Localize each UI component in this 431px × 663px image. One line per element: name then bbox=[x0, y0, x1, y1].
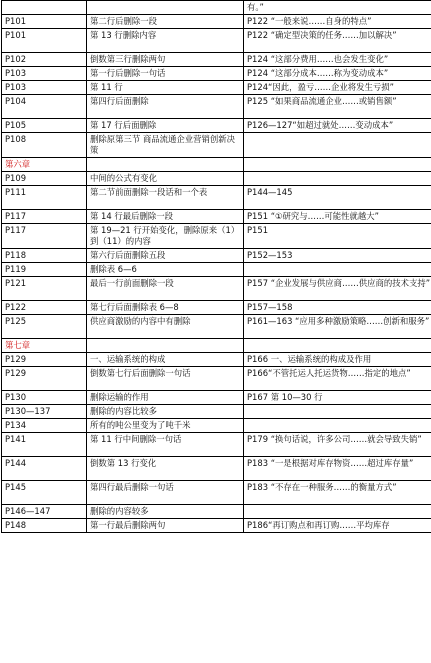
reference-cell: P183 “一是根据对库存物资……超过库存量” bbox=[244, 457, 431, 481]
page-cell: P122 bbox=[2, 301, 87, 315]
page-cell: P103 bbox=[2, 67, 87, 81]
reference-cell: P126—127“如超过就处……变动成本” bbox=[244, 119, 431, 133]
table-row bbox=[2, 119, 431, 133]
page-cell: P117 bbox=[2, 210, 87, 224]
table-row bbox=[2, 419, 431, 433]
table-row bbox=[2, 301, 431, 315]
page-cell: P144 bbox=[2, 457, 87, 481]
page-cell: P130—137 bbox=[2, 405, 87, 419]
change-cell: 第一行最后删除两句 bbox=[87, 519, 244, 533]
table-row bbox=[2, 67, 431, 81]
table-row bbox=[2, 224, 431, 249]
page-cell: P102 bbox=[2, 53, 87, 67]
change-cell: 删除表 6—6 bbox=[87, 263, 244, 277]
table-row bbox=[2, 186, 431, 210]
reference-cell bbox=[244, 405, 431, 419]
change-cell: 第 11 行 bbox=[87, 81, 244, 95]
change-cell: 删除运输的作用 bbox=[87, 391, 244, 405]
page-cell: P101 bbox=[2, 29, 87, 53]
change-cell: 第四行后面删除 bbox=[87, 95, 244, 119]
change-cell: 所有的吨公里变为了吨千米 bbox=[87, 419, 244, 433]
reference-cell: P151 “①研究与……可能性就越大” bbox=[244, 210, 431, 224]
page-cell: P129 bbox=[2, 353, 87, 367]
change-cell: 删除的内容较多 bbox=[87, 505, 244, 519]
change-cell: 第六行后面删除五段 bbox=[87, 249, 244, 263]
page-cell: P125 bbox=[2, 315, 87, 339]
table-row bbox=[2, 367, 431, 391]
table-row bbox=[2, 210, 431, 224]
reference-cell: P122 “一般来说……自身的特点” bbox=[244, 15, 431, 29]
reference-cell: P167 第 10—30 行 bbox=[244, 391, 431, 405]
change-cell: 第 14 行最后删除一段 bbox=[87, 210, 244, 224]
page-cell: P141 bbox=[2, 433, 87, 457]
page-cell bbox=[2, 1, 87, 15]
reference-cell: P183 “不存在一种服务……的衡量方式” bbox=[244, 481, 431, 505]
table-row bbox=[2, 505, 431, 519]
table-row bbox=[2, 15, 431, 29]
page-cell: P134 bbox=[2, 419, 87, 433]
page-cell: P148 bbox=[2, 519, 87, 533]
change-cell: 供应商激励的内容中有删除 bbox=[87, 315, 244, 339]
page-cell: P117 bbox=[2, 224, 87, 249]
change-cell: 第 11 行中间删除一句话 bbox=[87, 433, 244, 457]
reference-cell: 有。” bbox=[244, 1, 431, 15]
change-cell: 倒数第七行后面删除一句话 bbox=[87, 367, 244, 391]
page-cell: P119 bbox=[2, 263, 87, 277]
reference-cell: P124 “这部分成本……称为变动成本” bbox=[244, 67, 431, 81]
empty-cell bbox=[244, 158, 431, 172]
table-row bbox=[2, 277, 431, 301]
page-cell: P104 bbox=[2, 95, 87, 119]
empty-cell bbox=[87, 339, 244, 353]
chapter-heading-row bbox=[2, 339, 431, 353]
change-cell: 倒数第三行删除两句 bbox=[87, 53, 244, 67]
reference-cell: P186“再订购点和再订购……平均库存 bbox=[244, 519, 431, 533]
reference-cell: P152—153 bbox=[244, 249, 431, 263]
table-row bbox=[2, 95, 431, 119]
page-cell: P130 bbox=[2, 391, 87, 405]
change-cell: 第二节前面删除一段话和一个表 bbox=[87, 186, 244, 210]
reference-cell: P144—145 bbox=[244, 186, 431, 210]
reference-cell: P122 “确定型决策的任务……加以解决” bbox=[244, 29, 431, 53]
table-row bbox=[2, 315, 431, 339]
reference-cell: P157—158 bbox=[244, 301, 431, 315]
page-cell: P103 bbox=[2, 81, 87, 95]
page-cell: P111 bbox=[2, 186, 87, 210]
table-row bbox=[2, 29, 431, 53]
empty-cell bbox=[244, 339, 431, 353]
change-cell: 最后一行前面删除一段 bbox=[87, 277, 244, 301]
change-cell: 一、运输系统的构成 bbox=[87, 353, 244, 367]
change-cell bbox=[87, 1, 244, 15]
change-cell: 第 19—21 行开始变化，删除原来（1）到（11）的内容 bbox=[87, 224, 244, 249]
page-cell: P145 bbox=[2, 481, 87, 505]
reference-cell: P166 一、运输系统的构成及作用 bbox=[244, 353, 431, 367]
change-cell: 倒数第 13 行变化 bbox=[87, 457, 244, 481]
page-cell: P121 bbox=[2, 277, 87, 301]
page-cell: P101 bbox=[2, 15, 87, 29]
reference-cell: P166“不管托运人托运货物……指定的地点” bbox=[244, 367, 431, 391]
revision-table bbox=[1, 0, 431, 533]
chapter-heading: 第七章 bbox=[2, 339, 87, 353]
table-row bbox=[2, 391, 431, 405]
page-cell: P108 bbox=[2, 133, 87, 158]
page-cell: P118 bbox=[2, 249, 87, 263]
table-row bbox=[2, 405, 431, 419]
table-row bbox=[2, 519, 431, 533]
change-cell: 第二行后删除一段 bbox=[87, 15, 244, 29]
table-row bbox=[2, 172, 431, 186]
empty-cell bbox=[87, 158, 244, 172]
change-cell: 删除原第三节 商品流通企业营销创新决策 bbox=[87, 133, 244, 158]
reference-cell: P124“因此，盈亏……企业将发生亏损” bbox=[244, 81, 431, 95]
table-row bbox=[2, 81, 431, 95]
chapter-heading: 第六章 bbox=[2, 158, 87, 172]
table-row bbox=[2, 433, 431, 457]
table-row bbox=[2, 457, 431, 481]
reference-cell bbox=[244, 263, 431, 277]
page-cell: P146—147 bbox=[2, 505, 87, 519]
reference-cell bbox=[244, 133, 431, 158]
table-row bbox=[2, 249, 431, 263]
reference-cell: P151 bbox=[244, 224, 431, 249]
revision-table-body bbox=[2, 1, 431, 533]
reference-cell: P157 “企业发展与供应商……供应商的技术支持” bbox=[244, 277, 431, 301]
reference-cell: P179 “换句话说，许多公司……就会导致失销” bbox=[244, 433, 431, 457]
change-cell: 第一行后删除一句话 bbox=[87, 67, 244, 81]
change-cell: 第 17 行后面删除 bbox=[87, 119, 244, 133]
table-row bbox=[2, 353, 431, 367]
change-cell: 中间的公式有变化 bbox=[87, 172, 244, 186]
table-row bbox=[2, 481, 431, 505]
reference-cell bbox=[244, 172, 431, 186]
reference-cell: P125 “如果商品流通企业……或销售额” bbox=[244, 95, 431, 119]
table-row bbox=[2, 1, 431, 15]
page-cell: P109 bbox=[2, 172, 87, 186]
table-row bbox=[2, 53, 431, 67]
reference-cell: P161—163 “应用多种激励策略……创新和服务” bbox=[244, 315, 431, 339]
reference-cell bbox=[244, 419, 431, 433]
change-cell: 第 13 行删除内容 bbox=[87, 29, 244, 53]
reference-cell bbox=[244, 505, 431, 519]
change-cell: 第七行后面删除表 6—8 bbox=[87, 301, 244, 315]
page-cell: P129 bbox=[2, 367, 87, 391]
table-row bbox=[2, 263, 431, 277]
chapter-heading-row bbox=[2, 158, 431, 172]
change-cell: 删除的内容比较多 bbox=[87, 405, 244, 419]
table-row bbox=[2, 133, 431, 158]
page-cell: P105 bbox=[2, 119, 87, 133]
change-cell: 第四行最后删除一句话 bbox=[87, 481, 244, 505]
reference-cell: P124 “这部分费用……也会发生变化” bbox=[244, 53, 431, 67]
